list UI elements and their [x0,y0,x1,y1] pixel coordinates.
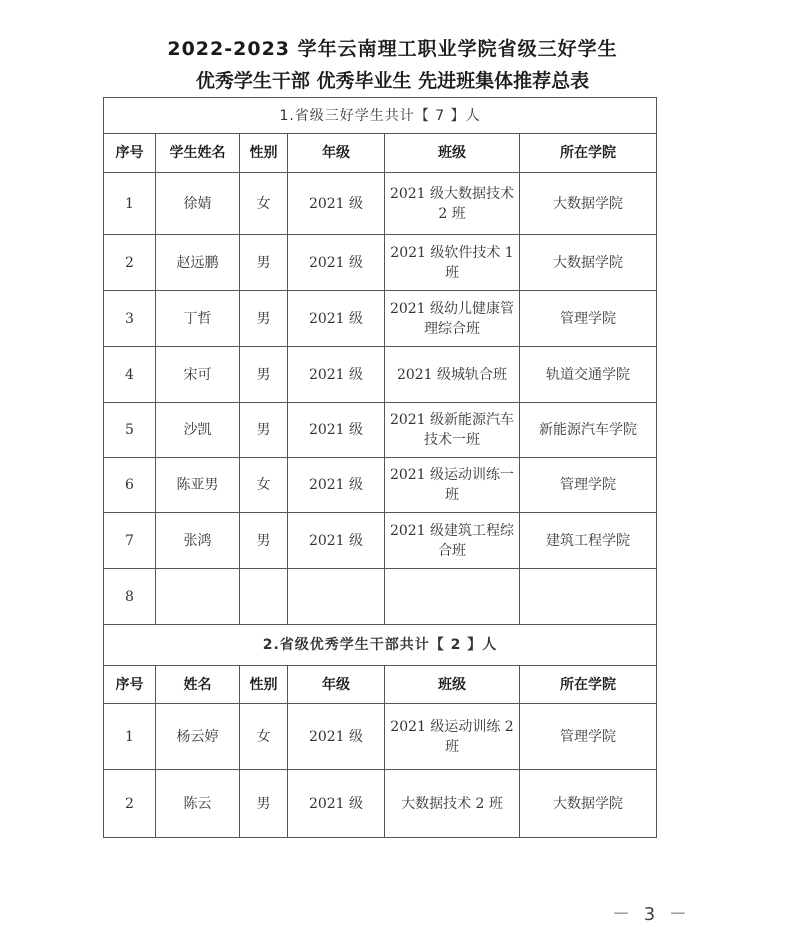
row-college: 管理学院 [520,704,657,770]
header-class: 班级 [385,666,520,704]
row-grade: 2021 级 [288,770,385,838]
table-row [104,569,657,625]
row-gender: 男 [240,770,288,838]
page-number: － 3 － [612,904,691,925]
row-class: 2021 级幼儿健康管理综合班 [385,291,520,347]
row-gender: 男 [240,347,288,403]
row-gender: 男 [240,403,288,458]
row-grade: 2021 级 [288,235,385,291]
row-grade [288,569,385,625]
row-gender: 男 [240,291,288,347]
header-gender: 性别 [240,134,288,173]
row-no: 2 [104,235,156,291]
header-grade: 年级 [288,134,385,173]
row-college: 新能源汽车学院 [520,403,657,458]
header-class: 班级 [385,134,520,173]
row-class: 2021 级城轨合班 [385,347,520,403]
section1-heading: 1.省级三好学生共计【 7 】人 [104,98,657,134]
table-row [104,513,657,569]
table-row [104,347,657,403]
row-no: 7 [104,513,156,569]
header-name: 姓名 [156,666,240,704]
row-name [156,569,240,625]
row-no: 6 [104,458,156,513]
row-class: 2021 级软件技术 1 班 [385,235,520,291]
row-name: 张鸿 [156,513,240,569]
row-gender: 女 [240,458,288,513]
row-no: 2 [104,770,156,838]
row-class: 2021 级大数据技术 2 班 [385,173,520,235]
row-grade: 2021 级 [288,347,385,403]
section2-heading: 2.省级优秀学生干部共计【 2 】人 [104,625,657,666]
row-gender [240,569,288,625]
row-name: 徐婧 [156,173,240,235]
row-class: 2021 级运动训练一班 [385,458,520,513]
row-class: 2021 级新能源汽车技术一班 [385,403,520,458]
table-row [104,403,657,458]
row-no: 8 [104,569,156,625]
row-college: 轨道交通学院 [520,347,657,403]
table-row [104,173,657,235]
row-grade: 2021 级 [288,403,385,458]
row-name: 陈云 [156,770,240,838]
row-name: 赵远鹏 [156,235,240,291]
row-no: 1 [104,173,156,235]
table-row [104,291,657,347]
header-college: 所在学院 [520,666,657,704]
row-gender: 女 [240,173,288,235]
table-row [104,235,657,291]
header-name: 学生姓名 [156,134,240,173]
header-no: 序号 [104,666,156,704]
header-grade: 年级 [288,666,385,704]
row-class [385,569,520,625]
row-college: 管理学院 [520,458,657,513]
row-no: 1 [104,704,156,770]
row-name: 沙凯 [156,403,240,458]
row-name: 陈亚男 [156,458,240,513]
row-grade: 2021 级 [288,291,385,347]
row-gender: 男 [240,235,288,291]
document-title-line1: 2022-2023 学年云南理工职业学院省级三好学生 [167,38,618,60]
header-college: 所在学院 [520,134,657,173]
row-grade: 2021 级 [288,513,385,569]
row-college: 建筑工程学院 [520,513,657,569]
row-name: 杨云婷 [156,704,240,770]
row-grade: 2021 级 [288,173,385,235]
row-grade: 2021 级 [288,704,385,770]
table-row [104,704,657,770]
nomination-table [103,97,657,838]
row-no: 3 [104,291,156,347]
header-no: 序号 [104,134,156,173]
row-gender: 女 [240,704,288,770]
row-grade: 2021 级 [288,458,385,513]
row-class: 2021 级建筑工程综合班 [385,513,520,569]
row-name: 丁哲 [156,291,240,347]
section1-header-row [104,134,657,173]
table-row [104,770,657,838]
row-no: 5 [104,403,156,458]
section2-header-row [104,666,657,704]
row-gender: 男 [240,513,288,569]
row-college: 大数据学院 [520,173,657,235]
row-no: 4 [104,347,156,403]
row-name: 宋可 [156,347,240,403]
header-gender: 性别 [240,666,288,704]
row-college: 大数据学院 [520,770,657,838]
row-college: 大数据学院 [520,235,657,291]
row-college [520,569,657,625]
row-college: 管理学院 [520,291,657,347]
document-title-line2: 优秀学生干部 优秀毕业生 先进班集体推荐总表 [195,70,590,92]
row-class: 大数据技术 2 班 [385,770,520,838]
table-row [104,458,657,513]
row-class: 2021 级运动训练 2 班 [385,704,520,770]
